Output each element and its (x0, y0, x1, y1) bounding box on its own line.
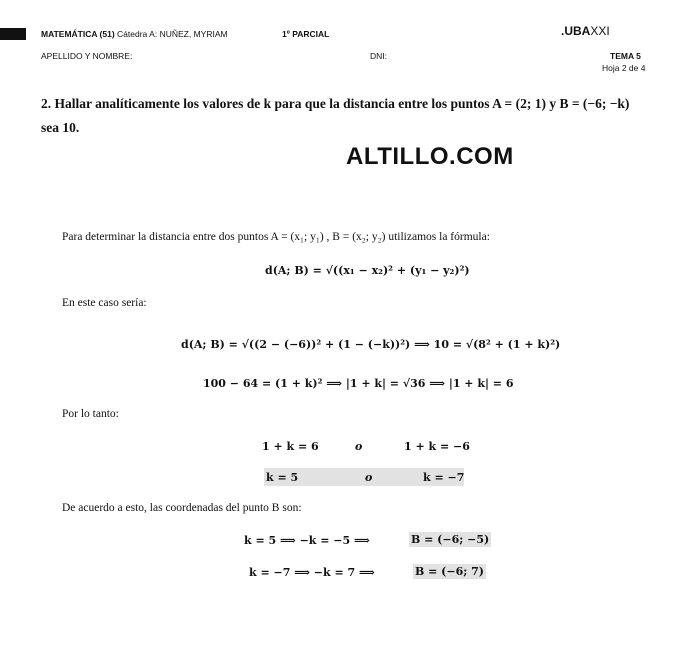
page-edge-mark (0, 28, 26, 40)
coordinates-text: De acuerdo a esto, las coordenadas del punto B son: (62, 502, 302, 514)
point-b-result-1: B = (−6; −5) (411, 533, 490, 546)
or-label-2: o (365, 471, 373, 484)
or-label-1: o (355, 440, 363, 453)
point-b-result-2: B = (−6; 7) (415, 565, 484, 578)
point-b-derivation-1: k = 5 ⟹ −k = −5 ⟹ (244, 534, 370, 547)
tema-label: TEMA 5 (610, 51, 641, 61)
case-text: En este caso sería: (62, 297, 147, 309)
distance-formula: d(A; B) = √((x₁ − x₂)² + (y₁ − y₂)²) (265, 264, 470, 277)
name-label: APELLIDO Y NOMBRE: (41, 51, 133, 61)
k-solution-1: k = 5 (266, 471, 299, 484)
distance-equation: d(A; B) = √((2 − (−6))² + (1 − (−k))²) ⟹ 10 = √(8² + (1 + k)²) (181, 338, 561, 351)
watermark: ALTILLO.COM (346, 143, 514, 170)
intro-text: Para determinar la distancia entre dos puntos A = (x₁; y₁) , B = (x₂; y₂) utilizamos la fórmula: (62, 231, 490, 243)
question-line-1: 2. Hallar analíticamente los valores de k para que la distancia entre los puntos A = (2; 1) y B = (−6; −k) (41, 96, 630, 111)
case-1-equation: 1 + k = 6 (262, 440, 319, 453)
point-b-derivation-2: k = −7 ⟹ −k = 7 ⟹ (249, 566, 375, 579)
therefore-text: Por lo tanto: (62, 408, 119, 420)
header-exam: 1º PARCIAL (282, 29, 330, 39)
absolute-value-equation: 100 − 64 = (1 + k)² ⟹ |1 + k| = √36 ⟹ |1 + k| = 6 (203, 377, 514, 390)
case-2-equation: 1 + k = −6 (404, 440, 470, 453)
uba-xxi-logo: .UBAXXI (561, 24, 610, 38)
question-line-2: sea 10. (41, 120, 80, 135)
k-solution-2: k = −7 (423, 471, 465, 484)
page-counter: Hoja 2 de 4 (602, 63, 646, 73)
header-subject: MATEMÁTICA (51) Cátedra A: NUÑEZ, MYRIAM (41, 29, 228, 39)
dni-label: DNI: (370, 51, 387, 61)
